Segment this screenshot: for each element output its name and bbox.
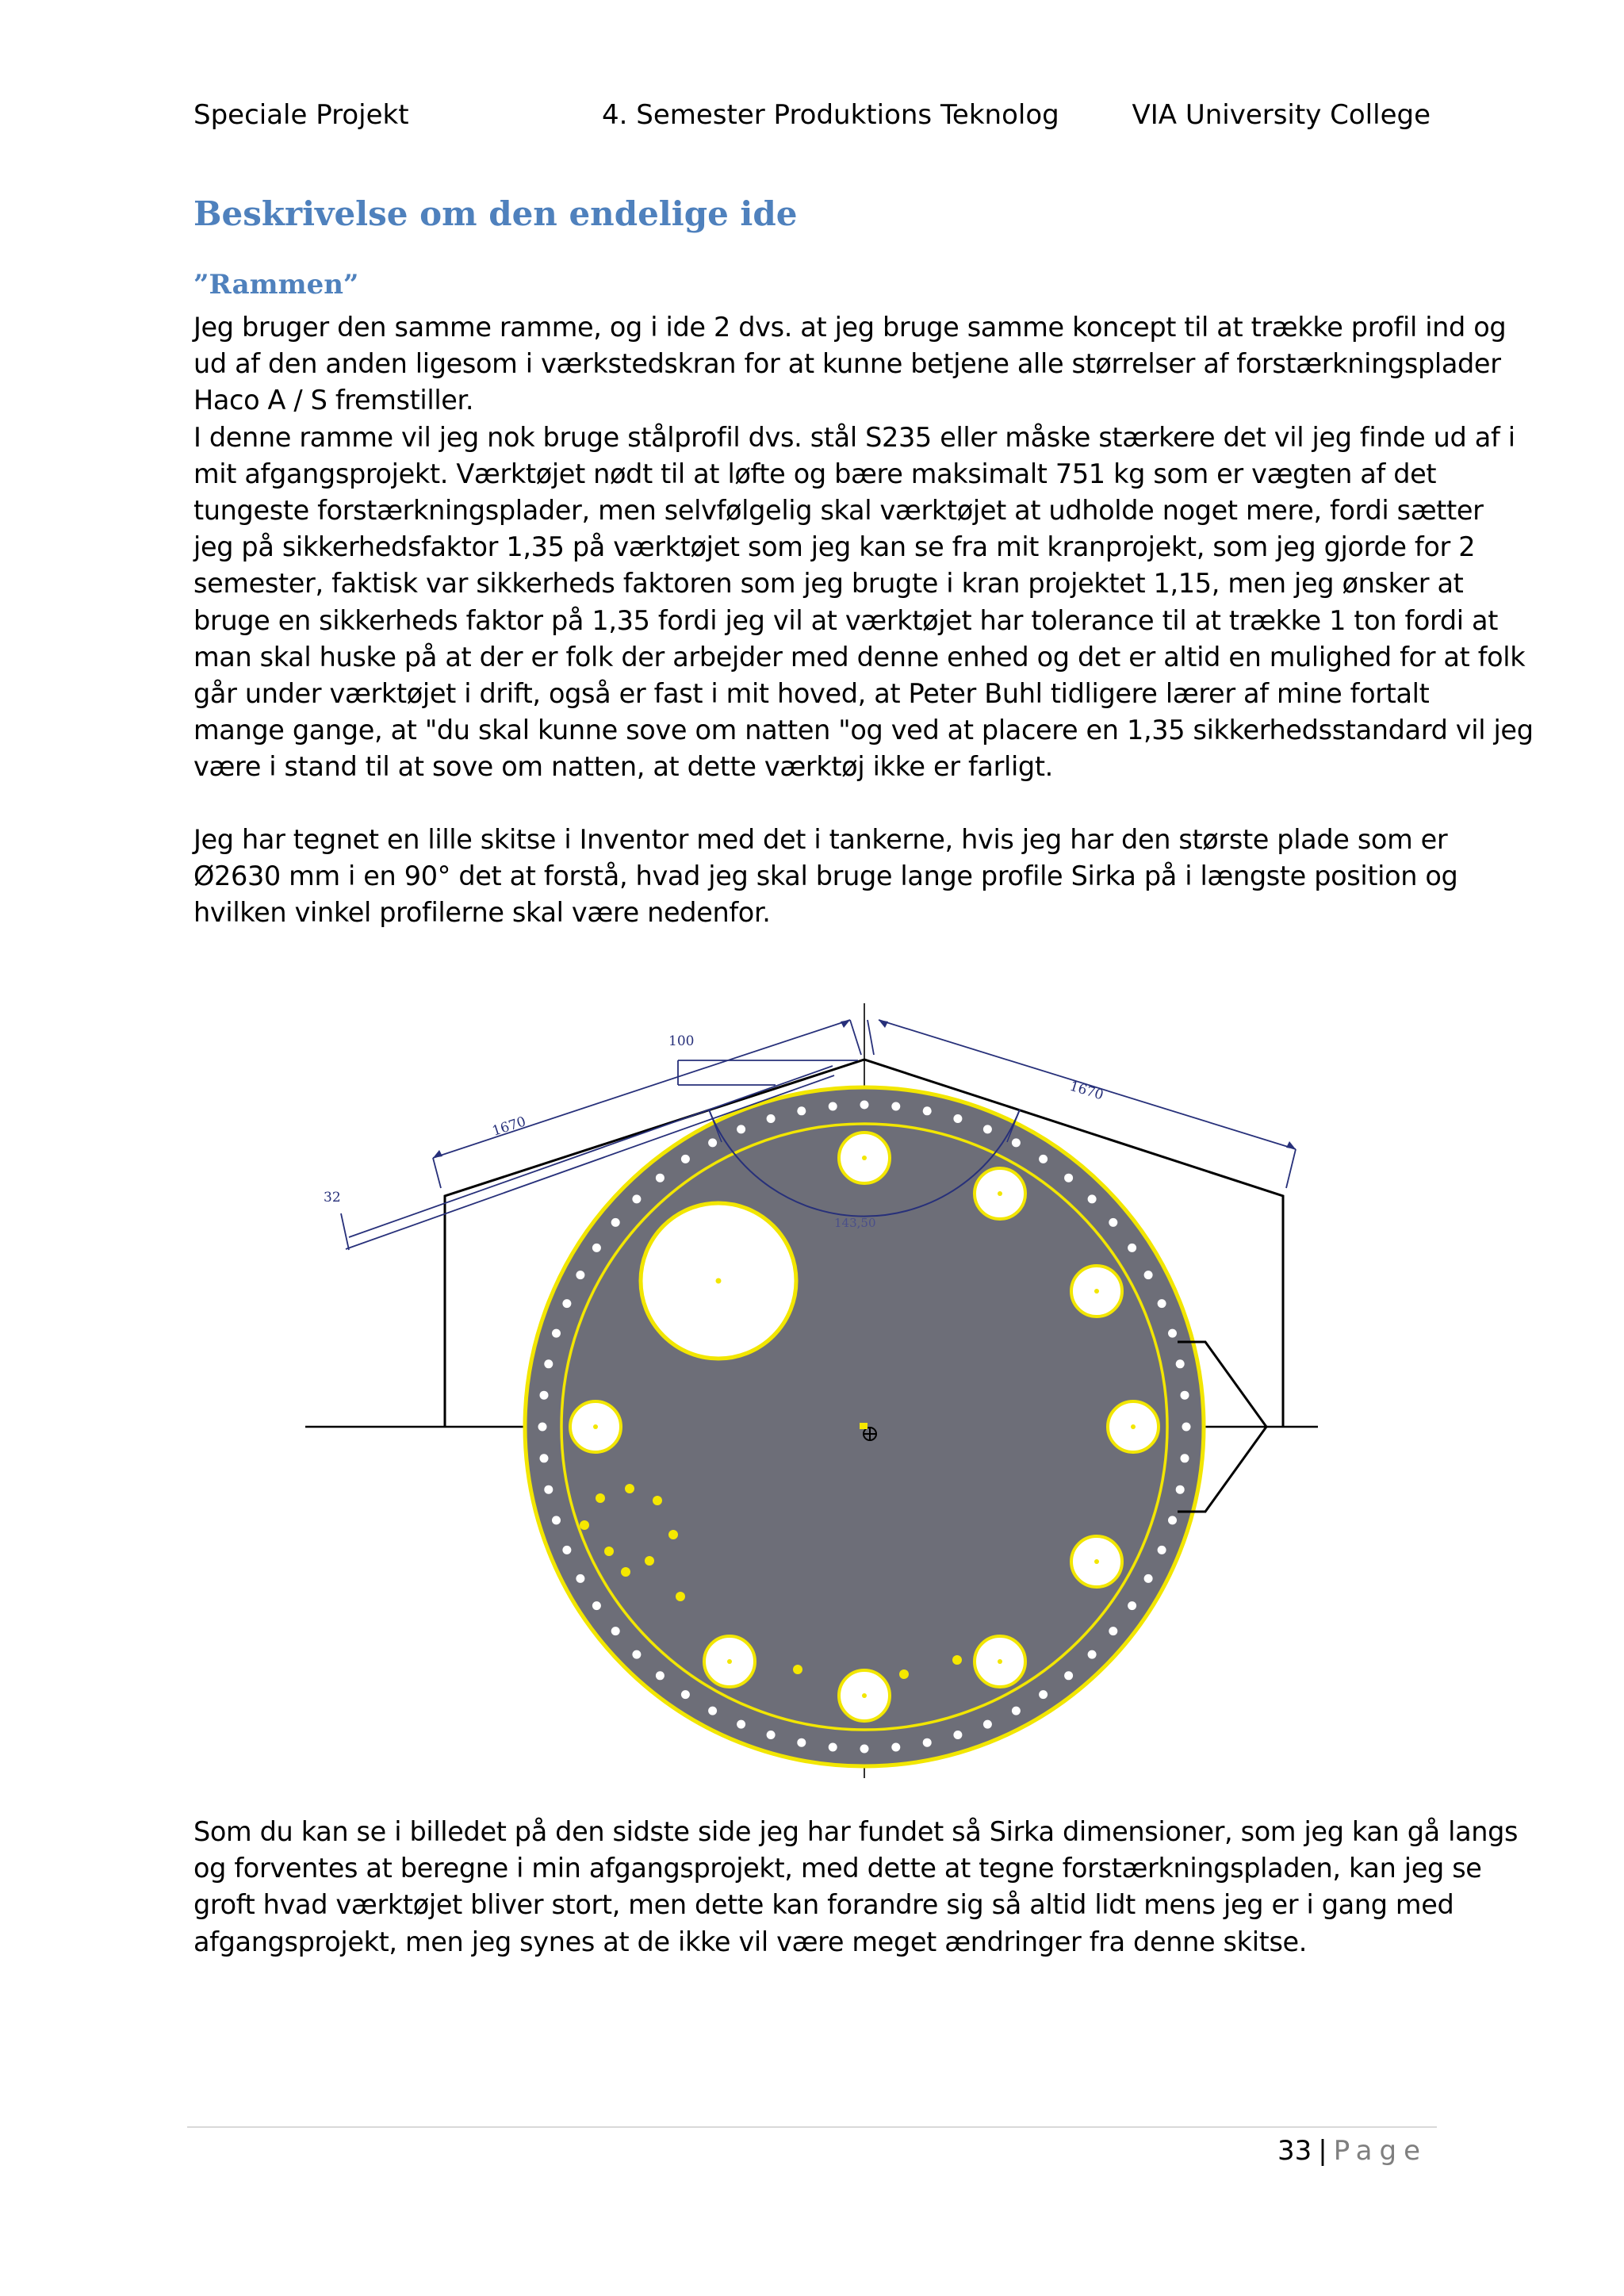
bolt-hole — [767, 1114, 776, 1123]
bolt-hole — [681, 1155, 690, 1163]
bolt-hole — [1158, 1299, 1166, 1308]
dimension-label-angle: 143,50 — [834, 1216, 876, 1230]
page-label: Page — [1333, 2135, 1427, 2167]
section-heading: Beskrivelse om den endelige ide — [193, 194, 798, 233]
text-line: tungeste forstærkningsplader, men selvfølgelig skal værktøjet at udholde noget mere, fordi sætter — [193, 495, 1484, 527]
text-line: groft hvad værktøjet bliver stort, men dette kan forandre sig så altid lidt mens jeg er i gang med — [193, 1889, 1454, 1921]
bolt-hole — [1088, 1650, 1097, 1659]
text-line: bruge en sikkerheds faktor på 1,35 fordi jeg vil at værktøjet har tolerance til at trække 1 ton fordi at — [193, 604, 1499, 636]
bolt-hole — [656, 1174, 665, 1182]
bolt-hole — [767, 1731, 776, 1739]
bolt-hole — [797, 1106, 806, 1115]
bolt-hole — [1039, 1155, 1048, 1163]
bolt-hole — [829, 1743, 837, 1752]
bolt-hole — [983, 1720, 992, 1729]
paragraph-1 — [193, 309, 1534, 786]
paragraph-2 — [193, 822, 1458, 932]
paragraph-3 — [193, 1814, 1519, 1961]
bolt-hole — [923, 1738, 932, 1747]
text-line: og forventes at beregne i min afgangsprojekt, med dette at tegne forstærkningspladen, kan jeg se — [193, 1853, 1482, 1884]
text-line: mit afgangsprojekt. Værktøjet nødt til at løfte og bære maksimalt 751 kg som er vægten af det — [193, 458, 1437, 489]
bolt-hole — [891, 1743, 900, 1752]
bolt-hole — [576, 1574, 584, 1583]
bolt-hole — [1144, 1574, 1153, 1583]
bolt-hole — [632, 1650, 641, 1659]
bolt-hole — [983, 1125, 992, 1133]
page-header — [193, 94, 1431, 136]
large-hole-center — [716, 1278, 722, 1284]
bolt-hole — [1064, 1671, 1073, 1680]
page-number: 33 — [1277, 2135, 1312, 2167]
text-line: I denne ramme vil jeg nok bruge stålprofil dvs. stål S235 eller måske stærkere det vil jeg finde ud af i — [193, 421, 1515, 453]
bolt-hole — [1064, 1174, 1073, 1182]
bolt-hole — [611, 1218, 620, 1227]
header-left: Speciale Projekt — [193, 99, 409, 131]
bolt-hole — [1158, 1546, 1166, 1554]
page-footer — [1277, 2129, 1427, 2173]
bolt-hole — [552, 1516, 561, 1524]
text-line: Jeg bruger den samme ramme, og i ide 2 dvs. at jeg bruge samme koncept til at trække profil ind og — [193, 312, 1507, 343]
dimension-label-left-length: 1670 — [490, 1114, 528, 1140]
bolt-hole — [538, 1423, 547, 1432]
text-line: semester, faktisk var sikkerheds faktoren som jeg brugte i kran projektet 1,15, men jeg ønsker at — [193, 568, 1464, 600]
bolt-hole — [737, 1720, 745, 1729]
bolt-hole — [953, 1114, 962, 1123]
text-line: Haco A / S fremstiller. — [193, 385, 474, 416]
text-line: ud af den anden ligesom i værkstedskran for at kunne betjene alle størrelser af forstærkningsplader — [193, 348, 1501, 380]
bolt-hole — [592, 1244, 601, 1252]
bolt-hole — [923, 1106, 932, 1115]
dimension-label-top: 100 — [668, 1033, 695, 1049]
bolt-hole — [1012, 1707, 1021, 1715]
bolt-hole — [681, 1690, 690, 1699]
text-line: går under værktøjet i drift, også er fast i mit hoved, at Peter Buhl tidligere lærer af mine fortalt — [193, 678, 1430, 710]
bolt-hole — [1144, 1271, 1153, 1279]
inventor-sketch-figure — [301, 999, 1324, 1784]
bolt-hole — [860, 1745, 869, 1754]
text-line: Ø2630 mm i en 90° det at forstå, hvad jeg skal bruge lange profile Sirka på i længste position og — [193, 861, 1458, 892]
bolt-hole — [829, 1102, 837, 1111]
header-right: VIA University College — [1132, 99, 1431, 131]
bolt-hole — [860, 1101, 869, 1110]
bolt-hole — [540, 1454, 549, 1462]
bolt-hole — [708, 1138, 717, 1147]
bolt-hole — [1168, 1329, 1177, 1338]
bolt-hole — [737, 1125, 745, 1133]
bolt-hole — [1176, 1485, 1185, 1494]
bolt-hole — [953, 1731, 962, 1739]
bolt-hole — [1088, 1194, 1097, 1203]
bolt-hole — [544, 1485, 553, 1494]
bolt-hole — [1181, 1391, 1189, 1400]
bolt-hole — [562, 1546, 571, 1554]
bolt-hole — [552, 1329, 561, 1338]
text-line: Som du kan se i billedet på den sidste side jeg har fundet så Sirka dimensioner, som jeg kan gå langs — [193, 1816, 1519, 1847]
bolt-hole — [797, 1738, 806, 1747]
bolt-hole — [1039, 1690, 1048, 1699]
text-line: mange gange, at "du skal kunne sove om natten "og ved at placere en 1,35 sikkerhedsstandard vil jeg — [193, 715, 1534, 746]
bolt-hole — [592, 1601, 601, 1610]
bolt-hole — [1128, 1244, 1136, 1252]
bolt-hole — [544, 1359, 553, 1368]
bolt-hole — [1128, 1601, 1136, 1610]
bolt-hole — [576, 1271, 584, 1279]
bolt-hole — [1182, 1423, 1191, 1432]
bolt-hole — [611, 1627, 620, 1635]
bolt-hole — [891, 1102, 900, 1111]
bolt-hole — [1109, 1627, 1117, 1635]
text-line: man skal huske på at der er folk der arbejder med denne enhed og det er altid en mulighed for at folk — [193, 641, 1526, 673]
bolt-hole — [1168, 1516, 1177, 1524]
bolt-hole — [540, 1391, 549, 1400]
text-line: være i stand til at sove om natten, at dette værktøj ikke er farligt. — [193, 751, 1053, 783]
text-line: Jeg har tegnet en lille skitse i Inventor med det i tankerne, hvis jeg har den største plade som er — [193, 824, 1448, 855]
bolt-hole — [1176, 1359, 1185, 1368]
bolt-hole — [1181, 1454, 1189, 1462]
bolt-hole — [1109, 1218, 1117, 1227]
dimension-label-right-length: 1670 — [1067, 1078, 1105, 1104]
footer-separator: | — [1318, 2135, 1327, 2167]
footer-divider — [187, 2126, 1437, 2128]
text-line: jeg på sikkerhedsfaktor 1,35 på værktøjet som jeg kan se fra mit kranprojekt, som jeg gjorde for 2 — [193, 531, 1476, 563]
bolt-hole — [632, 1194, 641, 1203]
header-center: 4. Semester Produktions Teknolog — [602, 99, 1059, 131]
text-line: hvilken vinkel profilerne skal være nedenfor. — [193, 897, 771, 929]
dimension-label-left-offset: 32 — [324, 1190, 341, 1205]
text-line: afgangsprojekt, men jeg synes at de ikke vil være meget ændringer fra denne skitse. — [193, 1926, 1308, 1957]
section-subheading: ”Rammen” — [193, 269, 359, 301]
bolt-hole — [708, 1707, 717, 1715]
bolt-hole — [1012, 1138, 1021, 1147]
bolt-hole — [562, 1299, 571, 1308]
bolt-hole — [656, 1671, 665, 1680]
